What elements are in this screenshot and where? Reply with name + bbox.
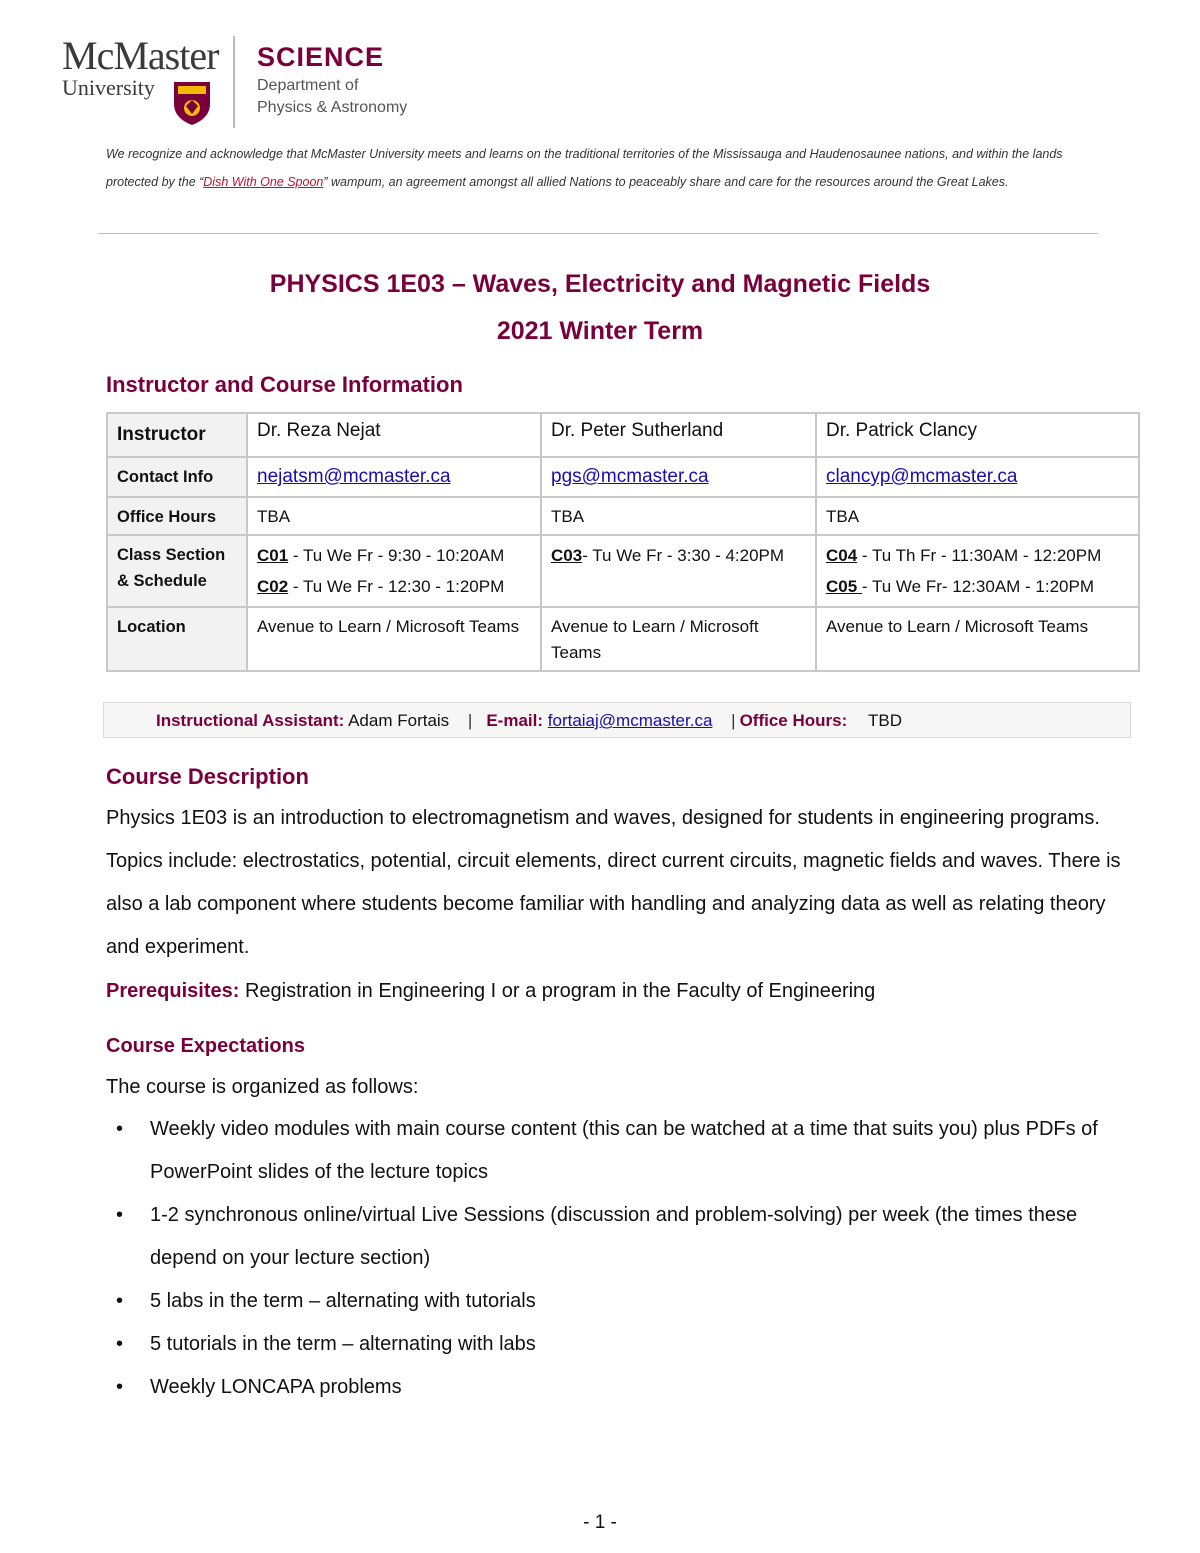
- assistant-line: [156, 703, 902, 739]
- section-time: - Tu We Fr - 3:30 - 4:20PM: [582, 546, 785, 565]
- section-line: [257, 540, 531, 571]
- course-expectations-heading: Course Expectations: [106, 1035, 305, 1057]
- ack-text-before: We recognize and acknowledge that McMaster University meets and learns on the traditional territories of the Mississauga and Haudenosaunee nations, and within the lands protected by the “: [106, 147, 1063, 189]
- section-line: [257, 571, 531, 602]
- mcmaster-logo: [60, 33, 480, 132]
- bullet-icon: •: [116, 1118, 124, 1140]
- assistant-box: [103, 702, 1131, 738]
- bullet-icon: •: [116, 1204, 124, 1226]
- separator: |: [731, 711, 736, 730]
- section-line: [551, 540, 806, 571]
- logo-divider: [233, 36, 235, 128]
- section-time: - Tu We Fr - 12:30 - 1:20PM: [288, 577, 505, 596]
- contact-cell: [816, 457, 1139, 497]
- schedule-cell: [247, 535, 541, 607]
- logo-university: University: [62, 75, 155, 100]
- land-acknowledgement: [106, 140, 1116, 196]
- section-code: C05: [826, 577, 862, 596]
- section-code: C04: [826, 546, 858, 565]
- section-line: [826, 540, 1129, 571]
- office-hours-cell: TBA: [247, 497, 541, 535]
- ack-link[interactable]: Dish With One Spoon: [203, 175, 324, 189]
- page-number: - 1 -: [583, 1512, 617, 1533]
- section-time: - Tu We Fr- 12:30AM - 1:20PM: [861, 577, 1095, 596]
- crest-icon: [172, 80, 212, 126]
- assistant-office-hours: TBD: [867, 711, 902, 730]
- logo-faculty: SCIENCE: [257, 42, 385, 72]
- header-divider: [98, 233, 1098, 234]
- location-cell: Avenue to Learn / Microsoft Teams: [541, 607, 816, 671]
- bullet-icon: •: [116, 1376, 124, 1398]
- expectations-list: [106, 1108, 1136, 1409]
- contact-cell: [541, 457, 816, 497]
- bullet-icon: •: [116, 1333, 124, 1355]
- separator: |: [467, 711, 473, 730]
- course-term: 2021 Winter Term: [496, 317, 704, 345]
- list-item-text: Weekly LONCAPA problems: [150, 1376, 402, 1398]
- logo-name: McMaster: [62, 33, 219, 78]
- list-item-text: Weekly video modules with main course content (this can be watched at a time that suits you) plus PDFs of PowerPoint slides of the lecture topics: [150, 1118, 1098, 1183]
- schedule-cell: [541, 535, 816, 607]
- assistant-name: Adam Fortais: [348, 711, 450, 730]
- email-link[interactable]: clancyp@mcmaster.ca: [826, 466, 1018, 487]
- row-header-contact: Contact Info: [107, 457, 247, 497]
- email-link[interactable]: nejatsm@mcmaster.ca: [257, 466, 451, 487]
- office-hours-cell: TBA: [541, 497, 816, 535]
- table-row: [107, 457, 1139, 497]
- section-line: [826, 571, 1129, 602]
- assistant-email-link[interactable]: fortaiaj@mcmaster.ca: [547, 711, 713, 730]
- row-header-office-hours: Office Hours: [107, 497, 247, 535]
- list-item: [106, 1323, 1136, 1366]
- section-code: C01: [257, 546, 289, 565]
- row-header-schedule: Class Section & Schedule: [107, 535, 247, 607]
- instructor-name: Dr. Reza Nejat: [247, 413, 541, 457]
- list-item: [106, 1194, 1136, 1280]
- list-item-text: 5 tutorials in the term – alternating with labs: [150, 1333, 536, 1355]
- assistant-office-label: Office Hours:: [739, 711, 848, 730]
- table-row: [107, 607, 1139, 671]
- section-time: - Tu We Fr - 9:30 - 10:20AM: [288, 546, 505, 565]
- logo-dept-line1: Department of: [257, 77, 359, 94]
- instructor-name: Dr. Patrick Clancy: [816, 413, 1139, 457]
- section-time: - Tu Th Fr - 11:30AM - 12:20PM: [857, 546, 1102, 565]
- table-row: [107, 413, 1139, 457]
- table-row: [107, 497, 1139, 535]
- instructor-section-heading: Instructor and Course Information: [106, 372, 463, 397]
- course-title: PHYSICS 1E03 – Waves, Electricity and Magnetic Fields: [269, 270, 931, 298]
- course-description-text: Physics 1E03 is an introduction to electromagnetism and waves, designed for students in engineering programs. Topics include: electrostatics, potential, circuit elements, direct current circuits, magnetic fields and waves. There is also a lab component where students become familiar with handling and analyzing data as well as relating theory and experiment.: [106, 807, 1121, 958]
- course-description-heading: Course Description: [106, 764, 309, 789]
- assistant-email-label: E-mail:: [486, 711, 544, 730]
- office-hours-cell: TBA: [816, 497, 1139, 535]
- assistant-label: Instructional Assistant:: [156, 711, 345, 730]
- contact-cell: [247, 457, 541, 497]
- list-item-text: 5 labs in the term – alternating with tutorials: [150, 1290, 536, 1312]
- list-item: [106, 1280, 1136, 1323]
- section-code: C03: [551, 546, 583, 565]
- location-cell: Avenue to Learn / Microsoft Teams: [816, 607, 1139, 671]
- email-link[interactable]: pgs@mcmaster.ca: [551, 466, 709, 487]
- schedule-cell: [816, 535, 1139, 607]
- instructor-name: Dr. Peter Sutherland: [541, 413, 816, 457]
- location-cell: Avenue to Learn / Microsoft Teams: [247, 607, 541, 671]
- list-item: [106, 1108, 1136, 1194]
- prerequisites-text: Registration in Engineering I or a program in the Faculty of Engineering: [239, 980, 876, 1002]
- bullet-icon: •: [116, 1290, 124, 1312]
- row-header-location: Location: [107, 607, 247, 671]
- ack-text-after: ” wampum, an agreement amongst all allied Nations to peaceably share and care for the resources around the Great Lakes.: [323, 175, 1009, 189]
- section-code: C02: [257, 577, 289, 596]
- logo-dept-line2: Physics & Astronomy: [257, 99, 408, 116]
- table-row: [107, 535, 1139, 607]
- prerequisites: [106, 976, 875, 1006]
- prerequisites-label: Prerequisites:: [106, 980, 240, 1002]
- list-item: [106, 1366, 1136, 1409]
- list-item-text: 1-2 synchronous online/virtual Live Sessions (discussion and problem-solving) per week (the times these depend on your lecture section): [150, 1204, 1078, 1269]
- course-expectations-intro: The course is organized as follows:: [106, 1076, 419, 1098]
- row-header-instructor: Instructor: [107, 413, 247, 457]
- instructor-table: [106, 412, 1140, 672]
